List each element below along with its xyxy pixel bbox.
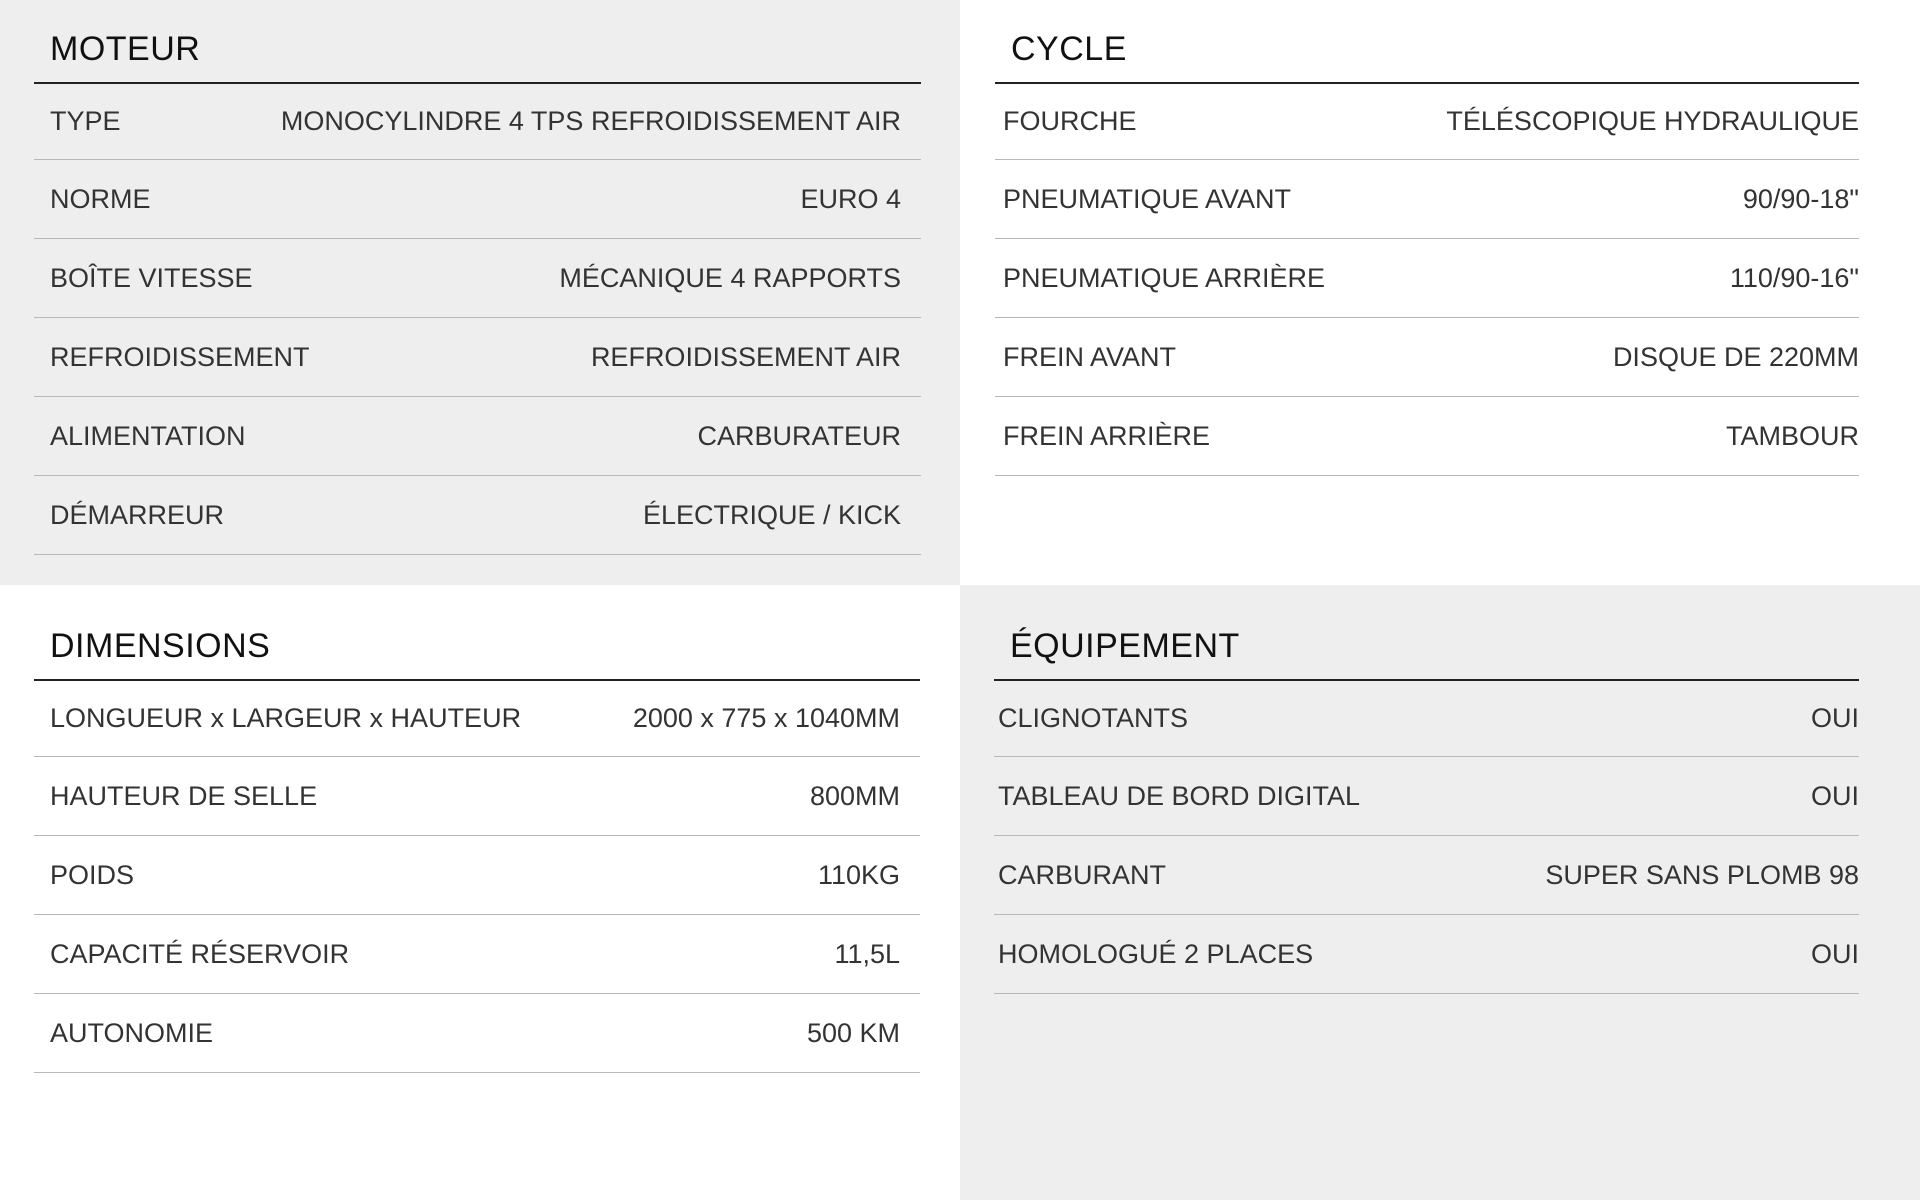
spec-label: FOURCHE <box>1003 106 1137 136</box>
spec-row-pneumatique-arriere <box>995 239 1859 318</box>
spec-row-norme <box>34 160 921 239</box>
spec-label: PNEUMATIQUE ARRIÈRE <box>1003 262 1326 293</box>
equipement-spec-list <box>994 681 1859 994</box>
spec-value: OUI <box>1810 938 1859 969</box>
spec-row-fourche <box>995 84 1859 160</box>
spec-value: 500 KM <box>806 1017 900 1048</box>
equipement-panel <box>960 585 1920 1200</box>
cycle-section <box>995 24 1859 476</box>
spec-row-boite-vitesse <box>34 239 921 318</box>
spec-row-clignotants <box>994 681 1859 757</box>
spec-value: OUI <box>1810 780 1859 811</box>
section-title-moteur: MOTEUR <box>34 24 921 84</box>
spec-value: 90/90-18" <box>1742 183 1859 214</box>
spec-row-demarreur <box>34 476 921 555</box>
spec-label: TYPE <box>50 106 121 136</box>
spec-label: CLIGNOTANTS <box>998 703 1189 733</box>
spec-label: HOMOLOGUÉ 2 PLACES <box>998 938 1314 969</box>
spec-value: ÉLECTRIQUE / KICK <box>642 499 901 530</box>
spec-row-frein-avant <box>995 318 1859 397</box>
spec-value: MÉCANIQUE 4 RAPPORTS <box>559 262 901 293</box>
spec-value: 11,5L <box>834 938 900 969</box>
spec-label: HAUTEUR DE SELLE <box>50 780 318 811</box>
spec-value: TÉLÉSCOPIQUE HYDRAULIQUE <box>1446 106 1859 136</box>
spec-row-autonomie <box>34 994 920 1073</box>
spec-label: PNEUMATIQUE AVANT <box>1003 183 1292 214</box>
spec-row-poids <box>34 836 920 915</box>
dimensions-section <box>34 621 920 1073</box>
spec-label: REFROIDISSEMENT <box>50 341 310 372</box>
spec-label: DÉMARREUR <box>50 499 225 530</box>
spec-value: TAMBOUR <box>1726 420 1859 451</box>
spec-value: REFROIDISSEMENT AIR <box>590 341 901 372</box>
spec-row-pneumatique-avant <box>995 160 1859 239</box>
moteur-panel <box>0 0 960 585</box>
cycle-panel <box>960 0 1920 585</box>
spec-value: SUPER SANS PLOMB 98 <box>1545 859 1859 890</box>
section-title-equipement: ÉQUIPEMENT <box>994 621 1859 681</box>
spec-value: CARBURATEUR <box>697 420 901 451</box>
spec-row-hauteur-de-selle <box>34 757 920 836</box>
section-title-dimensions: DIMENSIONS <box>34 621 920 681</box>
moteur-spec-list <box>34 84 921 555</box>
spec-row-longueur-largeur-hauteur <box>34 681 920 757</box>
spec-row-homologue-2-places <box>994 915 1859 994</box>
spec-label: CARBURANT <box>998 859 1167 890</box>
spec-label: FREIN AVANT <box>1003 341 1177 372</box>
spec-row-type <box>34 84 921 160</box>
spec-label: ALIMENTATION <box>50 420 246 451</box>
section-title-cycle: CYCLE <box>995 24 1859 84</box>
spec-value: DISQUE DE 220MM <box>1612 341 1859 372</box>
spec-row-alimentation <box>34 397 921 476</box>
spec-label: POIDS <box>50 859 135 890</box>
spec-value: 110/90-16" <box>1729 262 1859 293</box>
moteur-section <box>34 24 921 555</box>
spec-label: AUTONOMIE <box>50 1017 214 1048</box>
equipement-section <box>994 621 1859 994</box>
dimensions-panel <box>0 585 960 1200</box>
spec-label: FREIN ARRIÈRE <box>1003 420 1211 451</box>
spec-value: 2000 x 775 x 1040MM <box>632 703 900 733</box>
spec-label: TABLEAU DE BORD DIGITAL <box>998 780 1361 811</box>
cycle-spec-list <box>995 84 1859 476</box>
spec-label: BOÎTE VITESSE <box>50 262 253 293</box>
spec-row-refroidissement <box>34 318 921 397</box>
spec-label: NORME <box>50 183 151 214</box>
dimensions-spec-list <box>34 681 920 1073</box>
spec-label: LONGUEUR x LARGEUR x HAUTEUR <box>50 703 522 733</box>
spec-value: EURO 4 <box>800 183 901 214</box>
spec-row-tableau-de-bord-digital <box>994 757 1859 836</box>
spec-label: CAPACITÉ RÉSERVOIR <box>50 938 350 969</box>
spec-row-carburant <box>994 836 1859 915</box>
spec-row-capacite-reservoir <box>34 915 920 994</box>
spec-value: MONOCYLINDRE 4 TPS REFROIDISSEMENT AIR <box>280 106 901 136</box>
spec-value: 800MM <box>809 780 900 811</box>
spec-value: OUI <box>1810 703 1859 733</box>
spec-row-frein-arriere <box>995 397 1859 476</box>
spec-value: 110KG <box>817 859 900 890</box>
